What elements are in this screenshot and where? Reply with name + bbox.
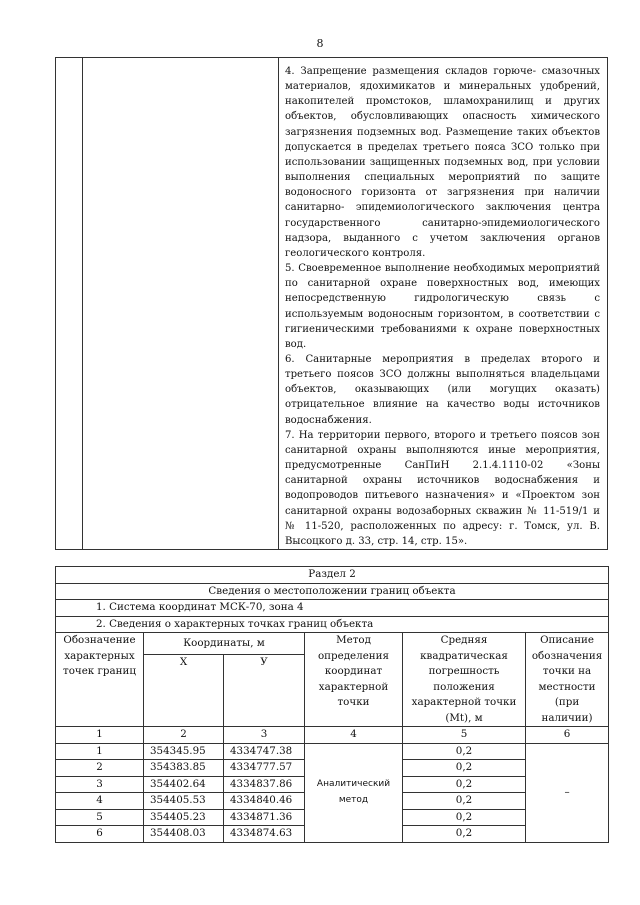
method-cell: Аналитический метод [305, 743, 403, 842]
coordinate-system: 1. Система координат МСК-70, зона 4 [56, 600, 609, 617]
header-x: X [144, 655, 224, 727]
point-number: 4 [56, 793, 144, 810]
error-value: 0,2 [403, 809, 526, 826]
point-number: 1 [56, 743, 144, 760]
y-coordinate: 4334874.63 [224, 826, 305, 843]
x-coordinate: 354383.85 [144, 760, 224, 777]
column-number: 6 [526, 727, 609, 744]
header-point-designation: Обозначение характерных точек границ [56, 633, 144, 727]
measure-paragraph: 7. На территории первого, второго и третьего поясов зон санитарной охраны выполняются иные мероприятия, предусмотренные СанПиН 2.1.4.1110-02 «Зоны санитарной охраны источников водоснабжения и водопроводов питьевого назначения» и «Проектом зон санитарной охраны водозаборных скважин № 11-519/1 и № 11-520, расположенных по адресу: г. Томск, ул. В. Высоцкого д. 33, стр. 14, стр. 15». [285, 429, 600, 547]
header-method: Метод определения координат характерной точки [305, 633, 403, 727]
header-coordinates: Координаты, м [144, 633, 305, 655]
point-number: 2 [56, 760, 144, 777]
measures-table [55, 57, 608, 550]
y-coordinate: 4334777.57 [224, 760, 305, 777]
header-description: Описание обозначения точки на местности (при наличии) [526, 633, 609, 727]
table-row [56, 743, 609, 760]
error-value: 0,2 [403, 826, 526, 843]
error-value: 0,2 [403, 793, 526, 810]
error-value: 0,2 [403, 776, 526, 793]
header-y: У [224, 655, 305, 727]
column-number: 5 [403, 727, 526, 744]
x-coordinate: 354345.95 [144, 743, 224, 760]
column-number: 2 [144, 727, 224, 744]
x-coordinate: 354405.23 [144, 809, 224, 826]
y-coordinate: 4334840.46 [224, 793, 305, 810]
measures-text-cell [279, 58, 608, 550]
point-number: 5 [56, 809, 144, 826]
empty-cell [83, 58, 279, 550]
y-coordinate: 4334837.86 [224, 776, 305, 793]
column-number: 4 [305, 727, 403, 744]
point-number: 3 [56, 776, 144, 793]
point-number: 6 [56, 826, 144, 843]
column-number: 3 [224, 727, 305, 744]
error-value: 0,2 [403, 743, 526, 760]
measure-paragraph: 4. Запрещение размещения складов горюче- смазочных материалов, ядохимикатов и минеральных удобрений, накопителей промстоков, шламохранилищ и других объектов, обусловливающих опасность химического загрязнения подземных вод. Размещение таких объектов допускается в пределах третьего пояса ЗСО только при использовании защищенных подземных вод, при условии выполнения специальных мероприятий по защите водоносного горизонта от загрязнения при наличии санитарно- эпидемиологического заключения центра государственного санитарно-эпидемиологического надзора, выданного с учетом заключения органов геологического контроля. [285, 66, 600, 259]
column-number: 1 [56, 727, 144, 744]
measure-paragraph: 5. Своевременное выполнение необходимых мероприятий по санитарной охране поверхностных вод, имеющих непосредственную гидрологическую связь с используемым водоносным горизонтом, в соответствии с гигиеническими требованиями к охране поверхностных вод. [285, 263, 600, 350]
description-cell: – [526, 743, 609, 842]
section-title: Раздел 2 [56, 567, 609, 584]
boundary-table [55, 566, 609, 843]
page-number: 8 [316, 37, 324, 50]
measure-paragraph: 6. Санитарные мероприятия в пределах второго и третьего поясов ЗСО должны выполняться владельцами объектов, оказывающих (или могущих оказать) отрицательное влияние на качество воды источников водоснабжения. [285, 353, 600, 426]
section-subtitle: Сведения о местоположении границ объекта [56, 583, 609, 600]
points-heading: 2. Сведения о характерных точках границ объекта [56, 616, 609, 633]
header-error: Средняя квадратическая погрешность положения характерной точки (Mt), м [403, 633, 526, 727]
x-coordinate: 354405.53 [144, 793, 224, 810]
error-value: 0,2 [403, 760, 526, 777]
empty-cell [56, 58, 83, 550]
x-coordinate: 354408.03 [144, 826, 224, 843]
y-coordinate: 4334871.36 [224, 809, 305, 826]
x-coordinate: 354402.64 [144, 776, 224, 793]
y-coordinate: 4334747.38 [224, 743, 305, 760]
